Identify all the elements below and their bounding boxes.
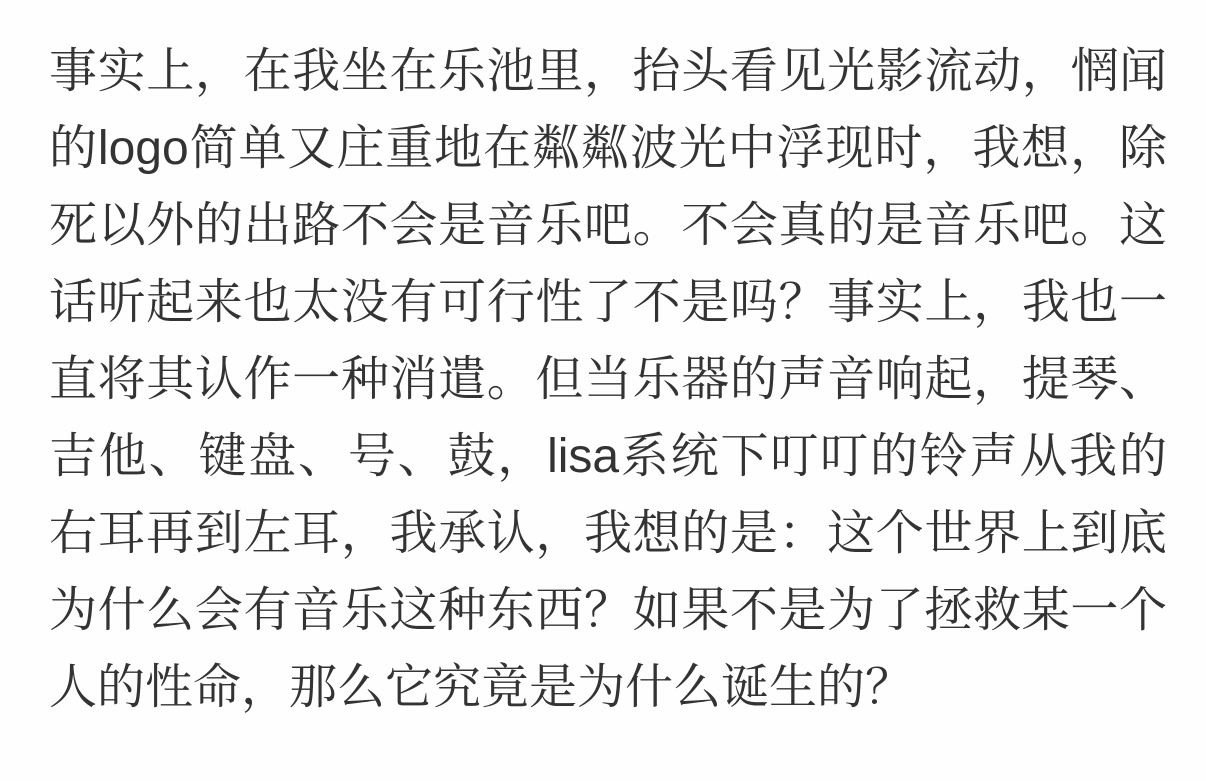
text-line-5: 直将其认作一种消遣。但当乐器的声音响起，提琴、 bbox=[49, 353, 1167, 406]
paragraph-text-block bbox=[49, 33, 1167, 726]
text-line-4: 话听起来也太没有可行性了不是吗？事实上，我也一 bbox=[49, 276, 1167, 329]
text-line-7: 右耳再到左耳，我承认，我想的是：这个世界上到底 bbox=[49, 507, 1167, 560]
text-line-1: 事实上，在我坐在乐池里，抬头看见光影流动，惘闻 bbox=[49, 45, 1167, 98]
text-line-3: 死以外的出路不会是音乐吧。不会真的是音乐吧。这 bbox=[49, 199, 1167, 252]
text-line-6: 吉他、键盘、号、鼓，lisa系统下叮叮的铃声从我的 bbox=[49, 430, 1167, 483]
text-line-9: 人的性命，那么它究竟是为什么诞生的？ bbox=[49, 661, 914, 714]
text-line-2: 的logo简单又庄重地在粼粼波光中浮现时，我想，除 bbox=[49, 122, 1167, 175]
text-line-8: 为什么会有音乐这种东西？如果不是为了拯救某一个 bbox=[49, 584, 1167, 637]
